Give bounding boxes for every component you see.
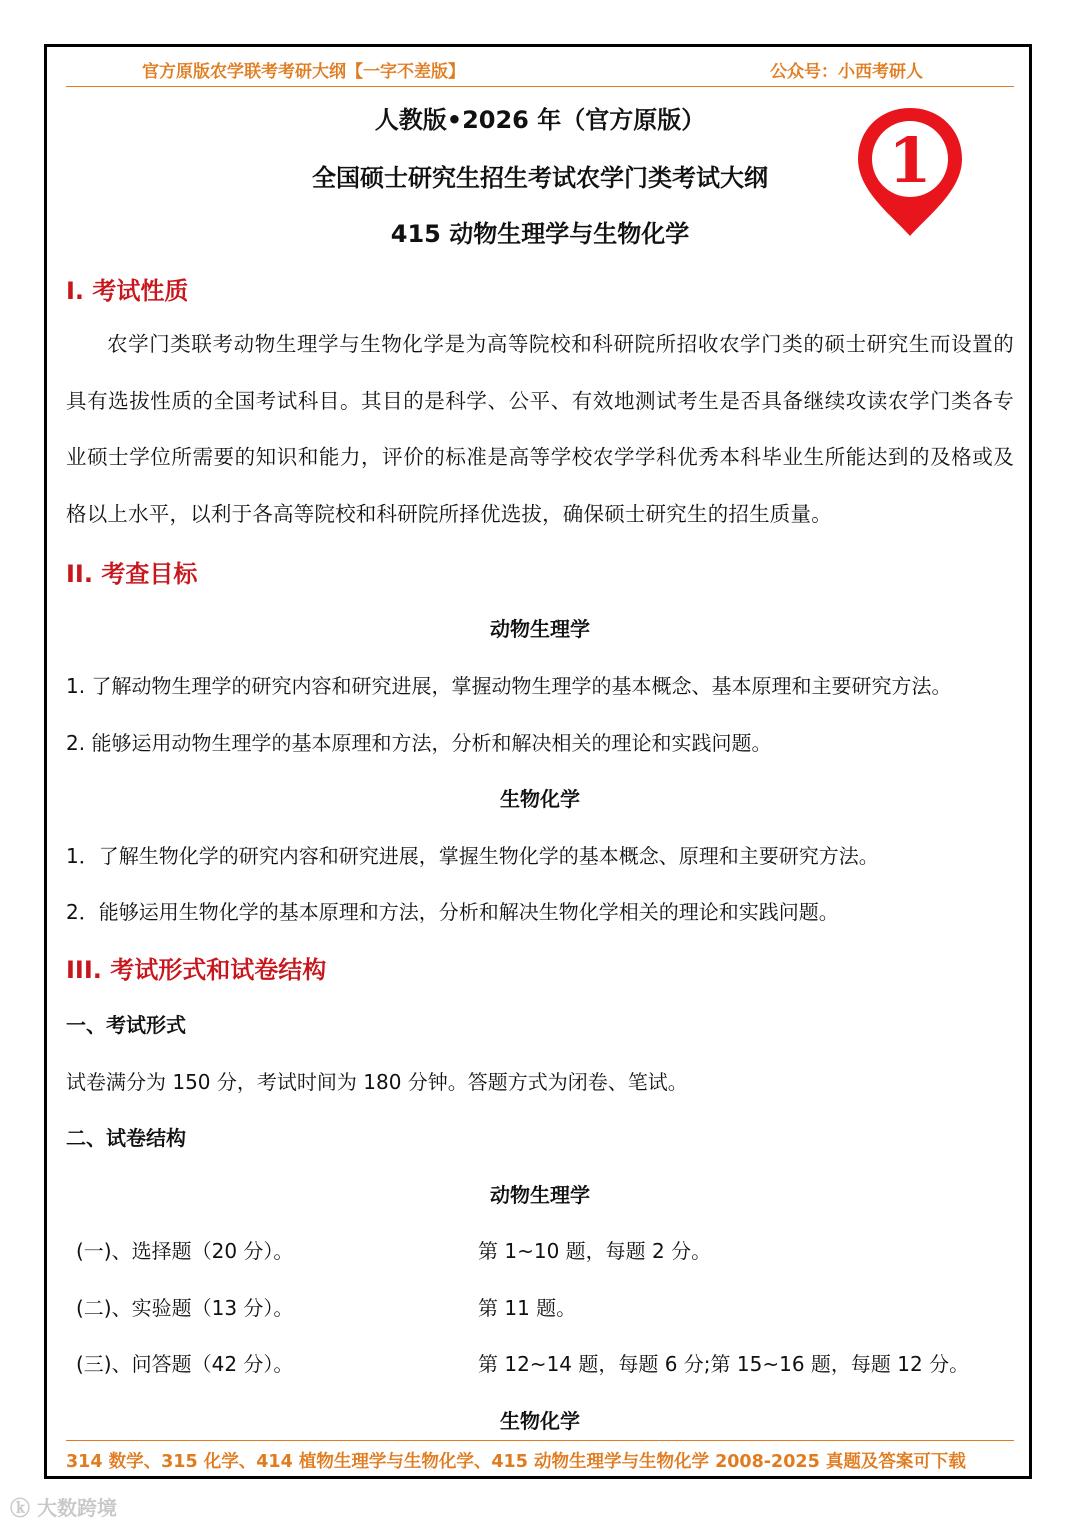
doc-title-2: 全国硕士研究生招生考试农学门类考试大纲 bbox=[312, 164, 768, 192]
physiology-item-2: 2. 能够运用动物生理学的基本原理和方法，分析和解决相关的理论和实践问题。 bbox=[66, 731, 772, 755]
structure-physiology-title: 动物生理学 bbox=[490, 1183, 590, 1207]
exam-form-text: 试卷满分为 150 分，考试时间为 180 分钟。答题方式为闭卷、笔试。 bbox=[66, 1070, 688, 1094]
physiology-title: 动物生理学 bbox=[490, 617, 590, 641]
section2-heading: II. 考查目标 bbox=[66, 560, 198, 588]
question-detail-3: 第 12~14 题，每题 6 分;第 15~16 题，每题 12 分。 bbox=[478, 1352, 970, 1376]
section1-paragraph: 农学门类联考动物生理学与生物化学是为高等院校和科研院所招收农学门类的硕士研究生而设置的具有选拔性质的全国考试科目。其目的是科学、公平、有效地测试考生是否具备继续攻读农学门类各专业硕士学位所需要的知识和能力，评价的标准是高等学校农学学科优秀本科毕业生所能达到的及格或及格以上水平，以利于各高等院校和科研院所择优选拔，确保硕士研究生的招生质量。 bbox=[66, 332, 1014, 526]
question-detail-1: 第 1~10 题，每题 2 分。 bbox=[478, 1239, 712, 1263]
question-type-2: (二)、实验题（13 分）。 bbox=[76, 1296, 294, 1320]
exam-form-title: 一、考试形式 bbox=[66, 1013, 186, 1037]
watermark-text: 大数跨境 bbox=[36, 1496, 117, 1520]
footer-rule bbox=[66, 1440, 1014, 1441]
badge-number: 1 bbox=[888, 124, 932, 197]
location-pin-icon bbox=[852, 104, 968, 240]
doc-title-3: 415 动物生理学与生物化学 bbox=[390, 220, 690, 248]
footer-note: 314 数学、315 化学、414 植物生理学与生物化学、415 动物生理学与生物化学 2008-2025 真题及答案可下载 bbox=[66, 1452, 966, 1472]
physiology-item-1: 1. 了解动物生理学的研究内容和研究进展，掌握动物生理学的基本概念、基本原理和主要研究方法。 bbox=[66, 674, 952, 698]
biochem-item-2: 2．能够运用生物化学的基本原理和方法，分析和解决生物化学相关的理论和实践问题。 bbox=[66, 900, 839, 924]
question-detail-2: 第 11 题。 bbox=[478, 1296, 577, 1320]
question-type-1: (一)、选择题（20 分）。 bbox=[76, 1239, 294, 1263]
watermark-logo-icon: ⓚ bbox=[10, 1496, 30, 1520]
exam-structure-title: 二、试卷结构 bbox=[66, 1126, 186, 1150]
header-rule bbox=[66, 86, 1014, 87]
section1-heading: I. 考试性质 bbox=[66, 277, 189, 305]
question-type-3: (三)、问答题（42 分）。 bbox=[76, 1352, 294, 1376]
header-left: 官方原版农学联考考研大纲【一字不差版】 bbox=[142, 62, 465, 82]
header-right: 公众号：小西考研人 bbox=[770, 62, 923, 82]
doc-title-1: 人教版•2026 年（官方原版） bbox=[374, 106, 706, 134]
biochem-title: 生物化学 bbox=[500, 787, 580, 811]
structure-biochem-title: 生物化学 bbox=[500, 1409, 580, 1433]
watermark bbox=[10, 1492, 117, 1521]
section3-heading: III. 考试形式和试卷结构 bbox=[66, 956, 327, 984]
biochem-item-1: 1．了解生物化学的研究内容和研究进展，掌握生物化学的基本概念、原理和主要研究方法。 bbox=[66, 844, 879, 868]
